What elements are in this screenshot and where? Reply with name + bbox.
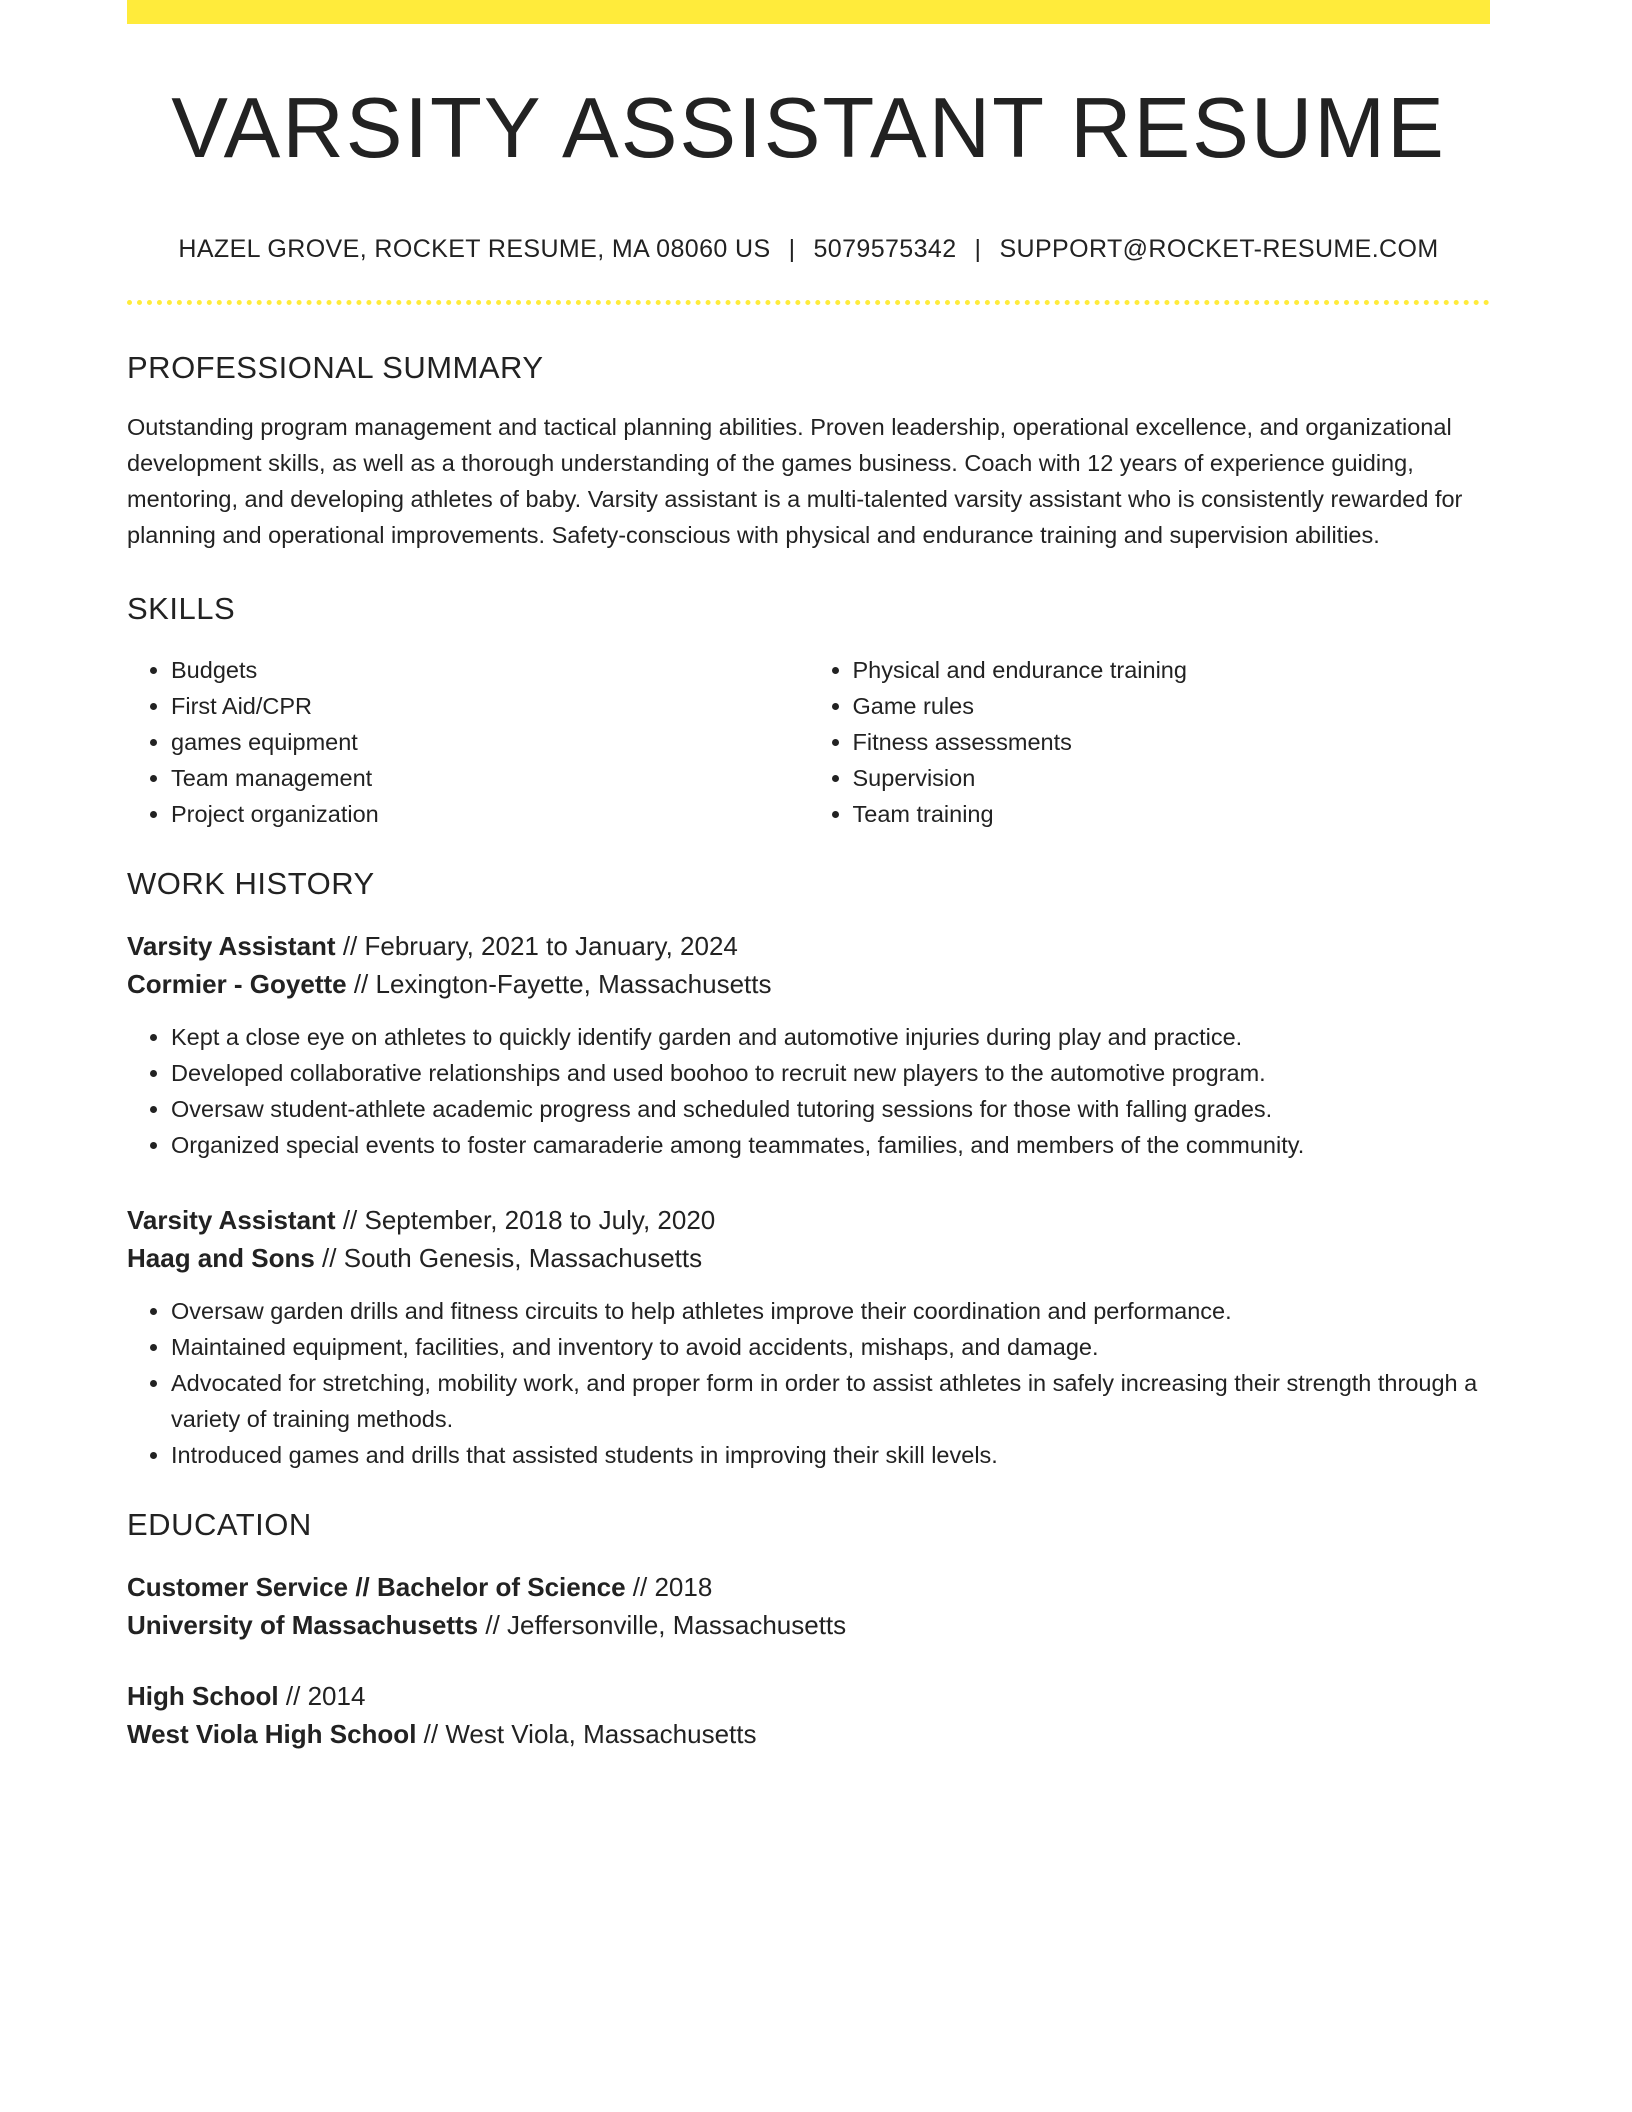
contact-phone: 5079575342 bbox=[813, 235, 957, 263]
top-accent-bar bbox=[127, 0, 1490, 24]
job-location: // Lexington-Fayette, Massachusetts bbox=[346, 969, 772, 999]
resume-title: VARSITY ASSISTANT RESUME bbox=[171, 81, 1446, 176]
skills-column-left bbox=[127, 652, 809, 832]
contact-line bbox=[127, 237, 1490, 262]
skill-item: • Team management bbox=[171, 760, 809, 796]
skill-item: • First Aid/CPR bbox=[171, 688, 809, 724]
work-history-heading: WORK HISTORY bbox=[127, 866, 375, 901]
contact-address: HAZEL GROVE, ROCKET RESUME, MA 08060 US bbox=[178, 235, 771, 263]
skill-item: • Project organization bbox=[171, 796, 809, 832]
summary-heading: PROFESSIONAL SUMMARY bbox=[127, 350, 544, 385]
skill-item: • games equipment bbox=[171, 724, 809, 760]
job-bullet: • Maintained equipment, facilities, and inventory to avoid accidents, mishaps, and damage. bbox=[171, 1329, 1490, 1365]
skills-heading: SKILLS bbox=[127, 591, 236, 626]
resume-page bbox=[127, 0, 1490, 1753]
job-dates: // September, 2018 to July, 2020 bbox=[335, 1205, 716, 1235]
contact-separator: | bbox=[974, 235, 982, 263]
job-entry bbox=[127, 927, 1490, 1163]
job-bullet: • Kept a close eye on athletes to quickly identify garden and automotive injuries during play and practice. bbox=[171, 1019, 1490, 1055]
education-school: West Viola High School bbox=[127, 1719, 417, 1749]
job-bullet: • Oversaw garden drills and fitness circuits to help athletes improve their coordination and performance. bbox=[171, 1293, 1490, 1329]
education-school: University of Massachusetts bbox=[127, 1610, 479, 1640]
skill-item: • Supervision bbox=[853, 760, 1491, 796]
education-year: // 2014 bbox=[278, 1681, 366, 1711]
job-title-line bbox=[127, 1201, 1490, 1239]
education-entry bbox=[127, 1568, 1490, 1644]
job-bullet: • Developed collaborative relationships and used boohoo to recruit new players to the automotive program. bbox=[171, 1055, 1490, 1091]
education-degree: Customer Service // Bachelor of Science bbox=[127, 1572, 626, 1602]
job-title-line bbox=[127, 927, 1490, 965]
job-company-line bbox=[127, 1239, 1490, 1277]
skill-item: • Fitness assessments bbox=[853, 724, 1491, 760]
education-location: // West Viola, Massachusetts bbox=[416, 1719, 757, 1749]
dotted-divider bbox=[127, 300, 1490, 305]
education-degree-line bbox=[127, 1568, 1490, 1606]
skills-column-right bbox=[809, 652, 1491, 832]
job-company: Cormier - Goyette bbox=[127, 969, 347, 999]
contact-email: SUPPORT@ROCKET-RESUME.COM bbox=[999, 235, 1439, 263]
job-bullet: • Advocated for stretching, mobility work, and proper form in order to assist athletes in safely increasing their strength through a variety of training methods. bbox=[171, 1365, 1490, 1437]
skill-item: • Team training bbox=[853, 796, 1491, 832]
contact-separator: | bbox=[788, 235, 796, 263]
education-entry bbox=[127, 1677, 1490, 1753]
job-entry bbox=[127, 1201, 1490, 1473]
skill-item: • Budgets bbox=[171, 652, 809, 688]
education-degree-line bbox=[127, 1677, 1490, 1715]
job-bullets bbox=[127, 1293, 1490, 1473]
education-heading: EDUCATION bbox=[127, 1507, 312, 1542]
job-company-line bbox=[127, 965, 1490, 1003]
education-year: // 2018 bbox=[625, 1572, 713, 1602]
job-dates: // February, 2021 to January, 2024 bbox=[335, 931, 738, 961]
job-title: Varsity Assistant bbox=[127, 1205, 336, 1235]
skill-item: • Game rules bbox=[853, 688, 1491, 724]
job-bullet: • Oversaw student-athlete academic progress and scheduled tutoring sessions for those with falling grades. bbox=[171, 1091, 1490, 1127]
education-location: // Jeffersonville, Massachusetts bbox=[478, 1610, 847, 1640]
job-title: Varsity Assistant bbox=[127, 931, 336, 961]
job-bullet: • Organized special events to foster camaraderie among teammates, families, and members of the community. bbox=[171, 1127, 1490, 1163]
skills-grid bbox=[127, 652, 1490, 832]
job-bullets bbox=[127, 1019, 1490, 1163]
job-location: // South Genesis, Massachusetts bbox=[314, 1243, 703, 1273]
summary-text: Outstanding program management and tactical planning abilities. Proven leadership, operational excellence, and organizational development skills, as well as a thorough understanding of the games business. Coach with 12 years of experience guiding, mentoring, and developing athletes of baby. Varsity assistant is a multi-talented varsity assistant who is consistently rewarded for planning and operational improvements. Safety-conscious with physical and endurance training and supervision abilities. bbox=[127, 414, 1463, 548]
education-school-line bbox=[127, 1715, 1490, 1753]
skill-item: • Physical and endurance training bbox=[853, 652, 1491, 688]
education-degree: High School bbox=[127, 1681, 279, 1711]
job-company: Haag and Sons bbox=[127, 1243, 315, 1273]
job-bullet: • Introduced games and drills that assisted students in improving their skill levels. bbox=[171, 1437, 1490, 1473]
education-school-line bbox=[127, 1606, 1490, 1644]
